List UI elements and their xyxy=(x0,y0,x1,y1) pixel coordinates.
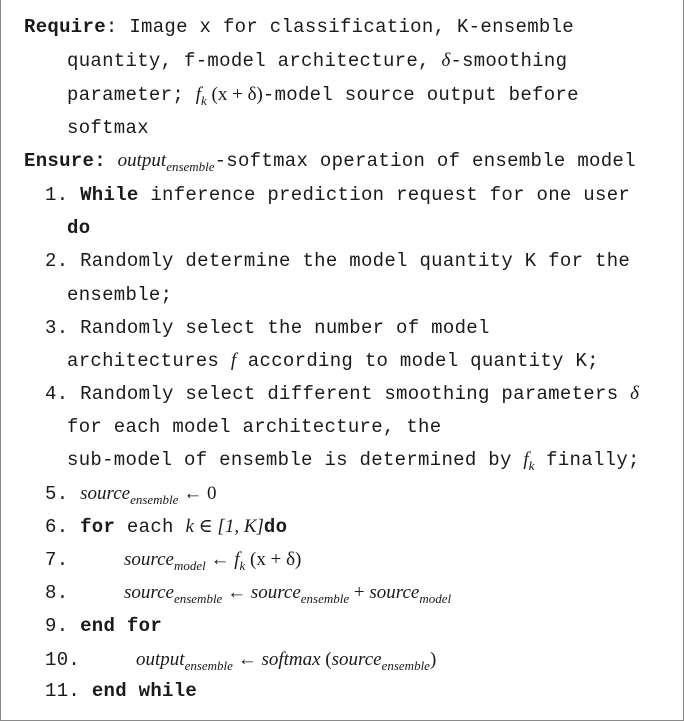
output-ensemble: output$_{ensemble}$ xyxy=(117,150,215,174)
step-3: 3. Randomly select the number of model xyxy=(45,317,490,339)
require-keyword: Require xyxy=(24,16,106,38)
step-10-formula: output$_{ensemble}$ ← softmax (source$_{ensemble}$) xyxy=(136,649,437,673)
require-line-3 xyxy=(67,81,579,109)
end-while-keyword: end while xyxy=(91,680,198,702)
require-text-3-tail: -model source output before xyxy=(262,84,579,106)
step-3-cont: architectures f according to model quantity K; xyxy=(67,350,599,372)
step-7: 7. xyxy=(45,549,69,571)
require-line-1 xyxy=(24,13,574,41)
require-line-2 xyxy=(67,47,567,75)
require-line-4 xyxy=(67,114,149,142)
step-2: 2. Randomly determine the model quantity K for the xyxy=(45,250,631,272)
require-text-2: quantity, f-model architecture, xyxy=(67,50,442,72)
step-2-cont: ensemble; xyxy=(67,284,173,306)
while-keyword: While xyxy=(80,184,139,206)
step-6: 6. for each k ∈ [1, K]do xyxy=(45,516,288,538)
step-1-do: do xyxy=(67,217,91,239)
step-11: 11. end while xyxy=(45,680,198,702)
step-8: 8. xyxy=(45,582,69,604)
require-colon: : xyxy=(105,16,118,38)
step-10: 10. xyxy=(45,649,81,671)
ensure-text: -softmax operation of ensemble model xyxy=(214,150,636,172)
require-text-4: softmax xyxy=(67,117,149,139)
step-4-cont-2: sub-model of ensemble is determined by $f_k$ finally; xyxy=(67,449,640,473)
step-8-formula: source$_{ensemble}$ ← source$_{ensemble}$ + source$_{model}$ xyxy=(124,582,452,606)
require-text-1: Image x for classification, K-ensemble xyxy=(117,16,574,38)
ensure-keyword: Ensure: xyxy=(24,150,106,172)
for-keyword: for xyxy=(80,516,116,538)
step-1: 1. While inference prediction request for one user xyxy=(45,184,631,206)
step-4-cont-1: for each model architecture, the xyxy=(67,416,442,438)
require-text-2-tail: -smoothing xyxy=(450,50,568,72)
step-7-formula: source$_{model}$ ← $f_k$ (x + δ) xyxy=(124,549,302,573)
step-4: 4. Randomly select different smoothing parameters δ xyxy=(45,383,639,405)
fk-expression: $f_k$ (x + δ) xyxy=(195,84,263,108)
step-9: 9. end for xyxy=(45,615,163,637)
require-text-3: parameter; xyxy=(67,84,196,106)
delta-symbol: δ xyxy=(441,50,451,71)
ensure-line xyxy=(24,147,636,175)
step-5: 5. source$_{ensemble}$ ← 0 xyxy=(45,483,217,507)
end-for-keyword: end for xyxy=(80,615,163,637)
